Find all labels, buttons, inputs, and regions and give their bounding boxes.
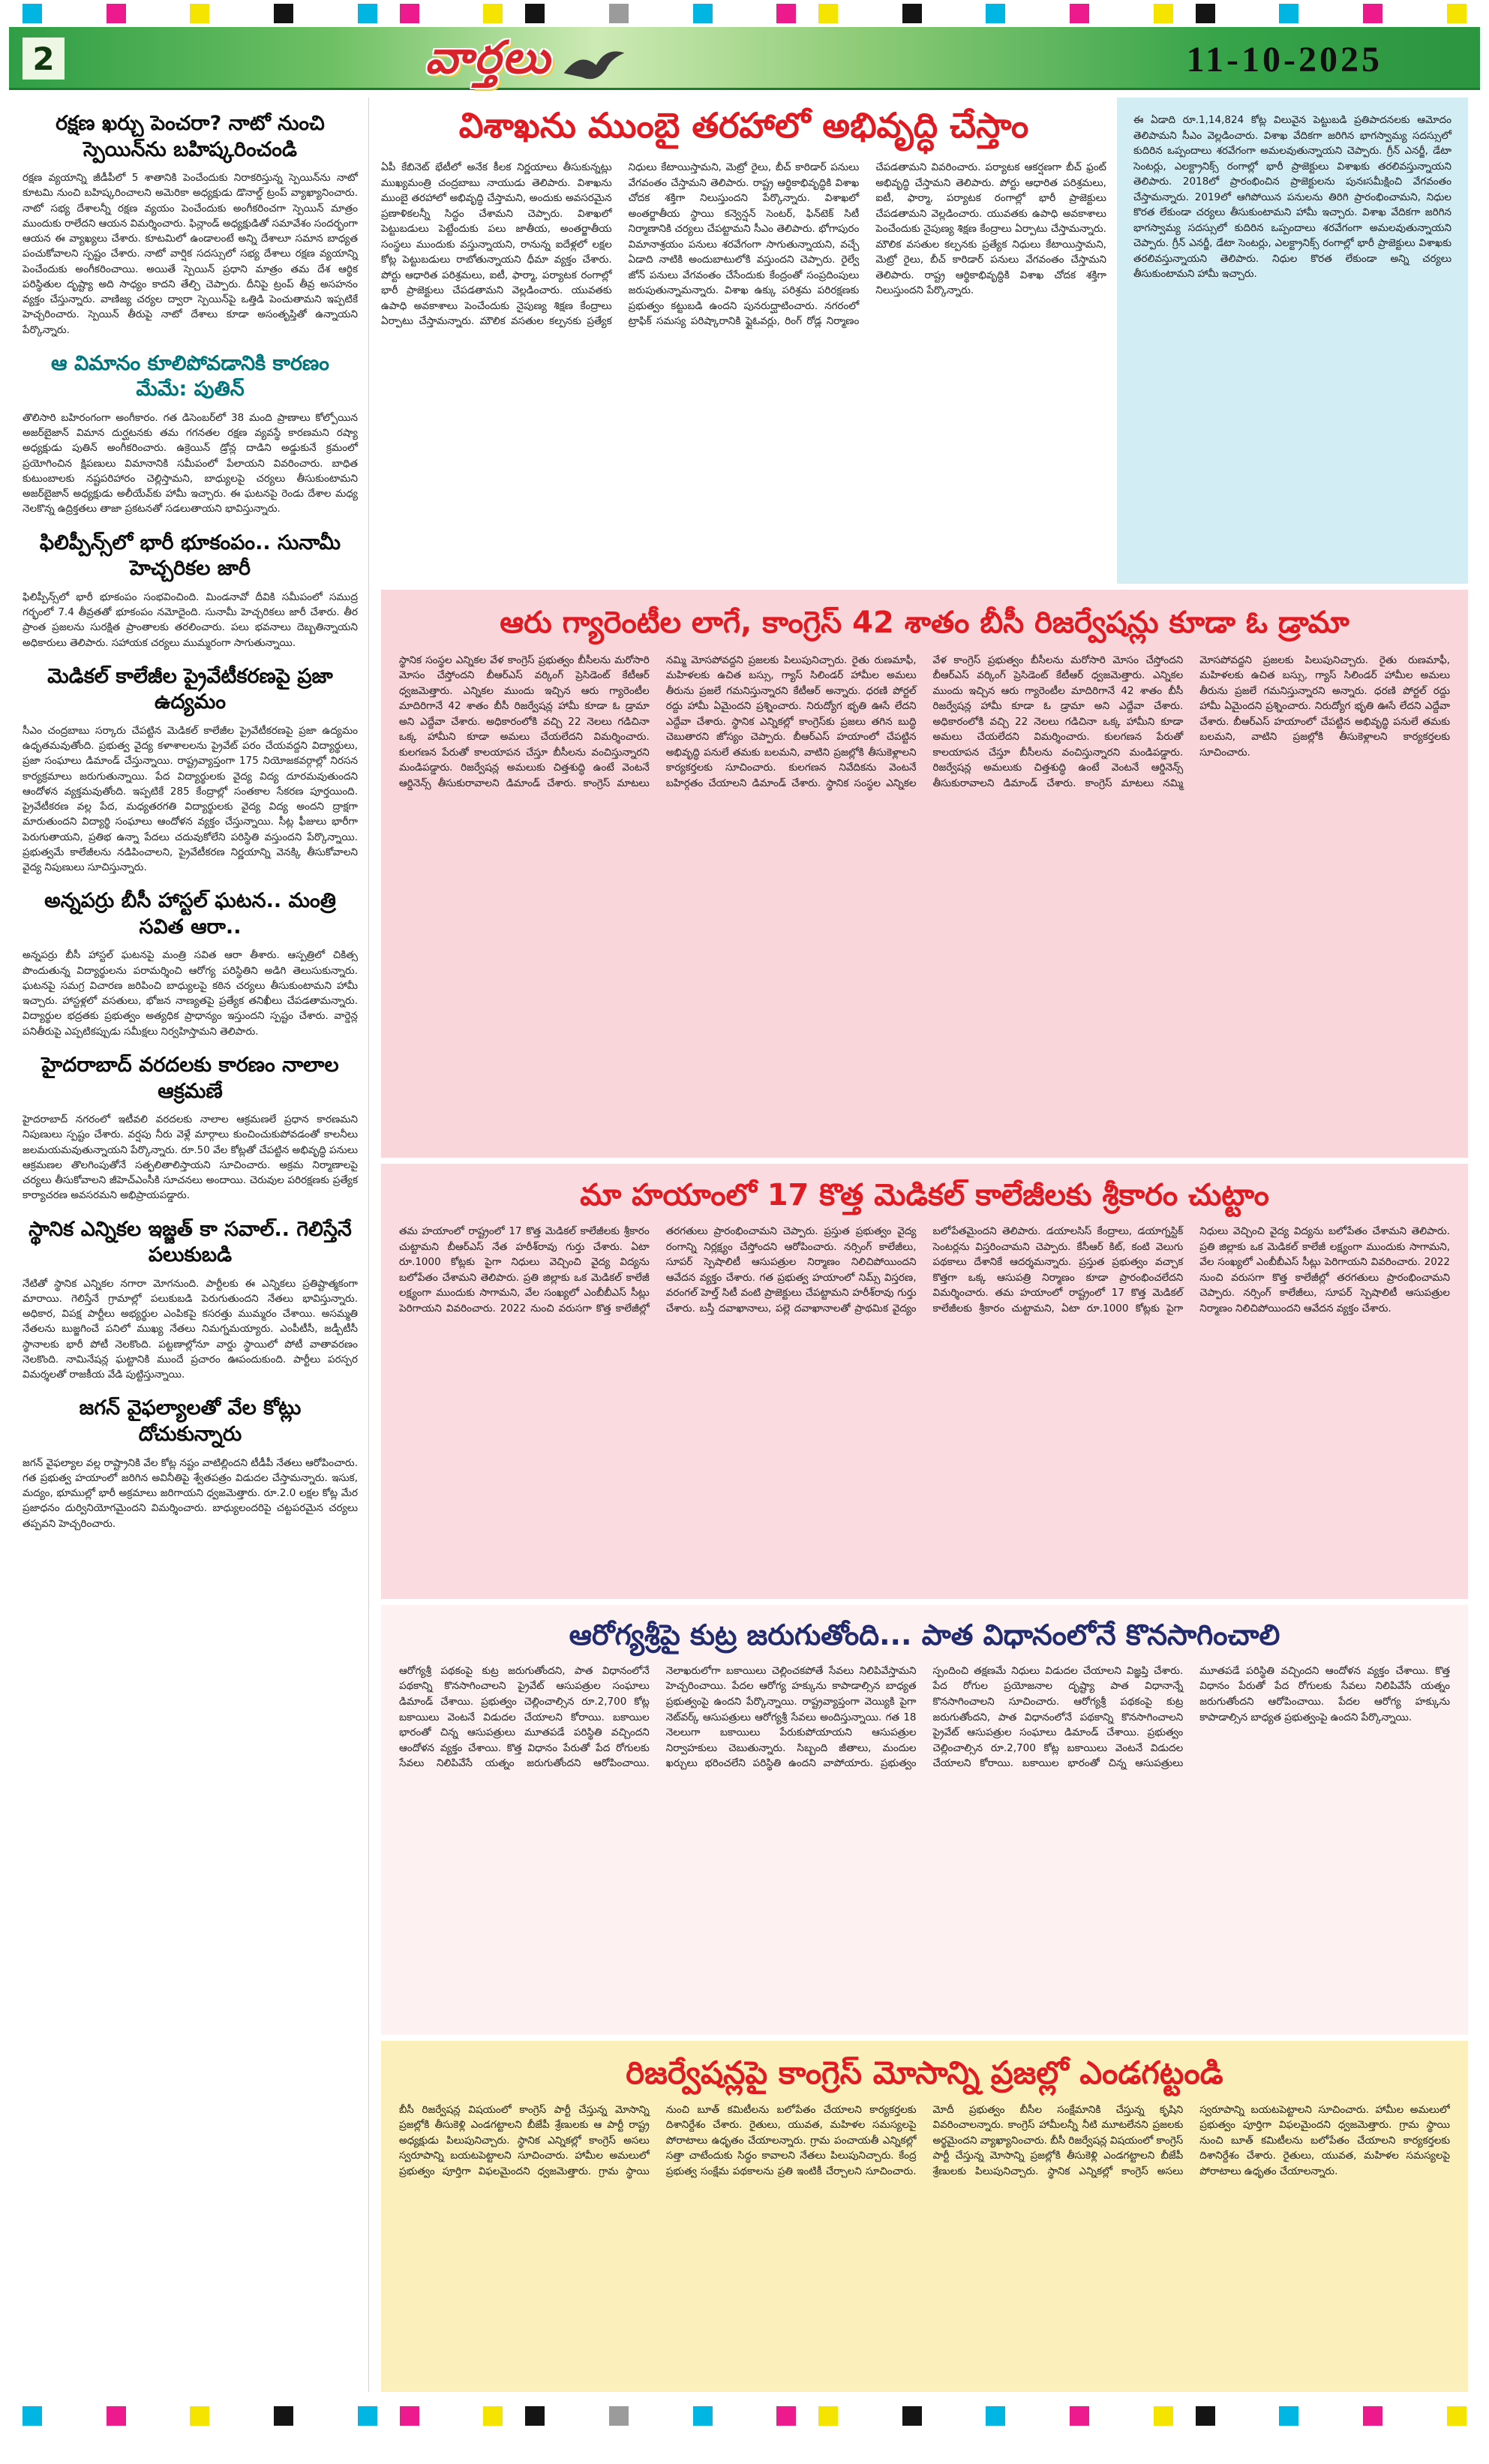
article-vizag-development [381,98,1468,584]
registration-mark [693,4,713,23]
sidebar-body: ఈ ఏడాది రూ.1,14,824 కోట్ల విలువైన పెట్టుబడి ప్రతిపాదనలకు ఆమోదం తెలిపామని సీఎం వెల్లడించారు. విశాఖ వేదికగా జరిగిన భాగస్వామ్య సదస్సులో కుదిరిన ఒప్పందాలు శరవేగంగా అమలవుతున్నాయని చెప్పారు. గ్రీన్ ఎనర్జీ, డేటా సెంటర్లు, ఎలక్ట్రానిక్స్ రంగాల్లో భారీ ప్రాజెక్టులు విశాఖకు తరలివస్తున్నాయని తెలిపారు. 2018లో ప్రారంభించిన ప్రాజెక్టులను పునఃసమీక్షించి వేగవంతం చేస్తామన్నారు. 2019లో ఆగిపోయిన పనులను తిరిగి ప్రారంభించామని, నిధుల కొరత లేకుండా చర్యలు తీసుకుంటామని హామీ ఇచ్చారు. విశాఖ వేదికగా జరిగిన భాగస్వామ్య సదస్సులో కుదిరిన ఒప్పందాలు శరవేగంగా అమలవుతున్నాయని చెప్పారు. గ్రీన్ ఎనర్జీ, డేటా సెంటర్లు, ఎలక్ట్రానిక్స్ రంగాల్లో భారీ ప్రాజెక్టులు విశాఖకు తరలివస్తున్నాయని తెలిపారు. నిధుల కొరత లేకుండా అన్ని చర్యలు తీసుకుంటామని హామీ ఇచ్చారు. [1133,114,1451,281]
registration-mark [818,2406,838,2426]
registration-mark [23,4,42,23]
masthead-bird-icon [562,43,626,83]
registration-mark [358,2406,377,2426]
registration-mark [818,4,838,23]
registration-mark [107,2406,126,2426]
article-body: హైదరాబాద్ నగరంలో ఇటీవలి వరదలకు నాలాల ఆక్రమణలే ప్రధాన కారణమని నిపుణులు స్పష్టం చేశారు. వర్షపు నీరు వెళ్లే మార్గాలు కుంచించుకుపోవడంతో కాలనీలు జలమయమవుతున్నాయని పేర్కొన్నారు. రూ.50 వేల కోట్లతో చేపట్టిన అభివృద్ధి పనులు ఆక్రమణల తొలగింపుతోనే సత్ఫలితాలిస్తాయని సూచించారు. అక్రమ నిర్మాణాలపై చర్యలు తీసుకోవాలని జీహెచ్ఎంసీకి సూచనలు అందాయి. చెరువుల పరిరక్షణకు ప్రత్యేక కార్యాచరణ అవసరమని అభిప్రాయపడ్డారు. [23,1113,358,1202]
registration-mark [274,4,293,23]
article-medical-colleges-17 [381,1164,1468,1599]
registration-mark [986,4,1005,23]
registration-mark [1279,4,1298,23]
article-headline: రిజర్వేషన్లపై కాంగ్రెస్ మోసాన్ని ప్రజల్లో ఎండగట్టండి [626,2054,1223,2091]
article-expose-congress-reservations [381,2041,1468,2393]
registration-mark [107,4,126,23]
registration-mark [776,2406,796,2426]
article-body: తొలిసారి బహిరంగంగా అంగీకారం. గత డిసెంబర్‌లో 38 మంది ప్రాణాలు కోల్పోయిన అజర్‌బైజాన్ విమాన దుర్ఘటనకు తమ గగనతల రక్షణ వ్యవస్థే కారణమని రష్యా అధ్యక్షుడు పుతిన్ అంగీకరించారు. ఉక్రెయిన్ డ్రోన్ల దాడిని అడ్డుకునే క్రమంలో ప్రయోగించిన క్షిపణులు విమానానికి సమీపంలో పేలాయని వివరించారు. బాధిత కుటుంబాలకు నష్టపరిహారం చెల్లిస్తామని, బాధ్యులపై చర్యలు తీసుకుంటామని అజర్‌బైజాన్ అధ్యక్షుడు అలీయేవ్‌కు హామీ ఇచ్చారు. ఈ ఘటనపై రెండు దేశాల మధ్య నెలకొన్న ఉద్రిక్తతలు తాజా ప్రకటనతో సడలుతాయని భావిస్తున్నారు. [23,411,358,515]
registration-mark [483,2406,503,2426]
article-body: సీఎం చంద్రబాబు సర్కారు చేపట్టిన మెడికల్ కాలేజీల ప్రైవేటీకరణపై ప్రజా ఉద్యమం ఉధృతమవుతోంది. ప్రభుత్వ వైద్య కళాశాలలను ప్రైవేట్ పరం చేయవద్దని విద్యార్థులు, ప్రజా సంఘాలు డిమాండ్ చేస్తున్నాయి. రాష్ట్రవ్యాప్తంగా 175 నియోజకవర్గాల్లో నిరసన కార్యక్రమాలు జరుగుతున్నాయి. పేద విద్యార్థులకు వైద్య విద్య దూరమవుతుందని ఆందోళన వ్యక్తమవుతోంది. ఇప్పటికే 285 కేంద్రాల్లో సంతకాల సేకరణ పూర్తయింది. ప్రైవేటీకరణ వల్ల పేద, మధ్యతరగతి విద్యార్థులకు వైద్య విద్య అందని ద్రాక్షగా మారుతుందని విద్యార్థి సంఘాలు ఆందోళన వ్యక్తం చేస్తున్నాయి. సీట్ల ఫీజులు భారీగా పెరుగుతాయని, ప్రతిభ ఉన్నా పేదలు చదువుకోలేని పరిస్థితి వస్తుందని పేర్కొన్నాయి. ప్రభుత్వమే కాలేజీలను నడిపించాలని, ప్రైవేటీకరణ నిర్ణయాన్ని వెనక్కి తీసుకోవాలని వైద్య నిపుణులు సూచిస్తున్నారు. [23,724,358,874]
registration-mark [1070,2406,1089,2426]
article-body: ఆరోగ్యశ్రీ పథకంపై కుట్ర జరుగుతోందని, పాత విధానంలోనే పథకాన్ని కొనసాగించాలని ప్రైవేట్ ఆసుపత్రుల సంఘాలు డిమాండ్ చేశాయి. ప్రభుత్వం చెల్లించాల్సిన రూ.2,700 కోట్ల బకాయిలు వెంటనే విడుదల చేయాలని కోరాయి. బకాయిల భారంతో చిన్న ఆసుపత్రులు మూతపడే పరిస్థితి వచ్చిందని ఆందోళన వ్యక్తం చేశాయి. కొత్త విధానం పేరుతో పేద రోగులకు సేవలు నిలిపివేసే యత్నం జరుగుతోందని ఆరోపించాయి. నెలాఖరులోగా బకాయిలు చెల్లించకపోతే సేవలు నిలిపివేస్తామని హెచ్చరించాయి. పేదల ఆరోగ్య హక్కును కాపాడాల్సిన బాధ్యత ప్రభుత్వంపై ఉందని పేర్కొన్నాయి. రాష్ట్రవ్యాప్తంగా వెయ్యికి పైగా నెట్‌వర్క్ ఆసుపత్రులు ఆరోగ్యశ్రీ సేవలు అందిస్తున్నాయి. గత 18 నెలలుగా బకాయిలు పేరుకుపోయాయని ఆసుపత్రుల నిర్వాహకులు చెబుతున్నారు. సిబ్బంది జీతాలు, మందుల ఖర్చులు భరించలేని పరిస్థితి ఉందని వాపోయారు. ప్రభుత్వం స్పందించి తక్షణమే నిధులు విడుదల చేయాలని విజ్ఞప్తి చేశారు. పేద రోగుల ప్రయోజనాల దృష్ట్యా పాత విధానాన్నే కొనసాగించాలని సూచించారు. ఆరోగ్యశ్రీ పథకంపై కుట్ర జరుగుతోందని, పాత విధానంలోనే పథకాన్ని కొనసాగించాలని ప్రైవేట్ ఆసుపత్రుల సంఘాలు డిమాండ్ చేశాయి. ప్రభుత్వం చెల్లించాల్సిన రూ.2,700 కోట్ల బకాయిలు వెంటనే విడుదల చేయాలని కోరాయి. బకాయిల భారంతో చిన్న ఆసుపత్రులు మూతపడే పరిస్థితి వచ్చిందని ఆందోళన వ్యక్తం చేశాయి. కొత్త విధానం పేరుతో పేద రోగులకు సేవలు నిలిపివేసే యత్నం జరుగుతోందని ఆరోపించాయి. పేదల ఆరోగ్య హక్కును కాపాడాల్సిన బాధ్యత ప్రభుత్వంపై ఉందని పేర్కొన్నాయి. [399,1664,1450,1770]
article-philippines-earthquake-tsunami [23,530,358,651]
article-medical-college-privatisation-protest [23,664,358,876]
article-headline: ఫిలిప్పీన్స్‌లో భారీ భూకంపం.. సునామీ హెచ్చరికల జారీ [39,530,341,581]
article-body: అన్నపర్రు బీసీ హాస్టల్ ఘటనపై మంత్రి సవిత ఆరా తీశారు. ఆస్పత్రిలో చికిత్స పొందుతున్న విద్యార్థులను పరామర్శించి ఆరోగ్య పరిస్థితిని అడిగి తెలుసుకున్నారు. ఘటనపై సమగ్ర విచారణ జరిపించి బాధ్యులపై కఠిన చర్యలు తీసుకుంటామని హామీ ఇచ్చారు. హాస్టళ్లలో వసతులు, భోజన నాణ్యతపై ప్రత్యేక తనిఖీలు చేపడతామన్నారు. విద్యార్థుల భద్రతకు ప్రభుత్వం అత్యధిక ప్రాధాన్యం ఇస్తుందని స్పష్టం చేశారు. వార్డెన్ల పనితీరుపై ఎప్పటికప్పుడు సమీక్షలు నిర్వహిస్తామని తెలిపారు. [23,949,358,1038]
registration-mark [1196,4,1215,23]
article-vizag-sidebar [1117,98,1468,584]
registration-mark [1154,4,1173,23]
registration-mark [400,2406,419,2426]
article-headline: ఆరోగ్యశ్రీపై కుట్ర జరుగుతోంది... పాత విధానంలోనే కొనసాగించాలి [569,1618,1280,1652]
page-header [9,27,1480,90]
edition-date: 11-10-2025 [1186,40,1382,80]
registration-mark [525,2406,545,2426]
article-headline: జగన్ వైఫల్యాలతో వేల కోట్లు దోచుకున్నారు [79,1396,302,1446]
registration-mark [525,4,545,23]
article-aarogyasri-conspiracy [381,1605,1468,2034]
registration-mark [1447,4,1466,23]
article-body: నేటితో స్థానిక ఎన్నికల నగారా మోగనుంది. పార్టీలకు ఈ ఎన్నికలు ప్రతిష్టాత్మకంగా మారాయి. గెలిస్తేనే గ్రామాల్లో పలుకుబడి పెరుగుతుందని నేతలు భావిస్తున్నారు. అధికార, విపక్ష పార్టీలు అభ్యర్థుల ఎంపికపై కసరత్తు ముమ్మరం చేశాయి. అసమ్మతి నేతలను బుజ్జగించే పనిలో ముఖ్య నేతలు నిమగ్నమయ్యారు. ఎంపీటీసీ, జడ్పీటీసీ స్థానాలకు భారీ పోటీ నెలకొంది. పట్టణాల్లోనూ వార్డు స్థాయిలో పోటీ వాతావరణం నెలకొంది. నామినేషన్ల ఘట్టానికి ముందే ప్రచారం ఊపందుకుంది. పార్టీలు పరస్పర విమర్శలతో రాజకీయ వేడి పుట్టిస్తున్నాయి. [23,1277,358,1381]
registration-mark [358,4,377,23]
article-headline: ఆ విమానం కూలిపోవడానికి కారణం మేమే: పుతిన్ [51,351,329,401]
registration-mark [1363,2406,1382,2426]
article-headline: స్థానిక ఎన్నికల ఇజ్జత్ కా సవాల్.. గెలిస్తేనే పలుకుబడి [29,1217,352,1267]
article-hyderabad-floods-encroachment [23,1053,358,1203]
registration-mark [190,4,209,23]
registration-mark [609,4,629,23]
newspaper-masthead [425,32,626,95]
masthead-title: వార్తలు [425,32,551,84]
article-headline: మెడికల్ కాలేజీల ప్రైవేటీకరణపై ప్రజా ఉద్యమం [47,664,333,714]
registration-mark [483,4,503,23]
article-headline: విశాఖను ముంబై తరహాలో అభివృద్ధి చేస్తాం [458,105,1029,146]
article-body: స్థానిక సంస్థల ఎన్నికల వేళ కాంగ్రెస్ ప్రభుత్వం బీసీలను మరోసారి మోసం చేస్తోందని బీఆర్ఎస్ వర్కింగ్ ప్రెసిడెంట్ కేటీఆర్ ధ్వజమెత్తారు. ఎన్నికల ముందు ఇచ్చిన ఆరు గ్యారెంటీల మాదిరిగానే 42 శాతం బీసీ రిజర్వేషన్ల హామీ కూడా ఓ డ్రామా అని ఎద్దేవా చేశారు. అధికారంలోకి వచ్చి 22 నెలలు గడిచినా ఒక్క హామీని కూడా అమలు చేయలేదని విమర్శించారు. కులగణన పేరుతో కాలయాపన చేస్తూ బీసీలను వంచిస్తున్నారని మండిపడ్డారు. రిజర్వేషన్ల అమలుకు చిత్తశుద్ధి ఉంటే వెంటనే ఆర్డినెన్స్ తీసుకురావాలని డిమాండ్ చేశారు. కాంగ్రెస్ మాటలు నమ్మి మోసపోవద్దని ప్రజలకు పిలుపునిచ్చారు. రైతు రుణమాఫీ, మహిళలకు ఉచిత బస్సు, గ్యాస్ సిలిండర్ హామీల అమలు తీరును ప్రజలే గమనిస్తున్నారని కేటీఆర్ అన్నారు. ధరణి పోర్టల్ రద్దు హామీ ఏమైందని ప్రశ్నించారు. నిరుద్యోగ భృతి ఊసే లేదని ఎద్దేవా చేశారు. స్థానిక ఎన్నికల్లో కాంగ్రెస్‌కు ప్రజలు తగిన బుద్ధి చెబుతారని జోస్యం చెప్పారు. బీఆర్ఎస్ హయాంలో చేపట్టిన అభివృద్ధి పనులే తమకు బలమని, వాటిని ప్రజల్లోకి తీసుకెళ్లాలని కార్యకర్తలకు సూచించారు. కులగణన నివేదికను వెంటనే బహిర్గతం చేయాలని డిమాండ్ చేశారు. స్థానిక సంస్థల ఎన్నికల వేళ కాంగ్రెస్ ప్రభుత్వం బీసీలను మరోసారి మోసం చేస్తోందని బీఆర్ఎస్ వర్కింగ్ ప్రెసిడెంట్ కేటీఆర్ ధ్వజమెత్తారు. ఎన్నికల ముందు ఇచ్చిన ఆరు గ్యారెంటీల మాదిరిగానే 42 శాతం బీసీ రిజర్వేషన్ల హామీ కూడా ఓ డ్రామా అని ఎద్దేవా చేశారు. అధికారంలోకి వచ్చి 22 నెలలు గడిచినా ఒక్క హామీని కూడా అమలు చేయలేదని విమర్శించారు. కులగణన పేరుతో కాలయాపన చేస్తూ బీసీలను వంచిస్తున్నారని మండిపడ్డారు. రిజర్వేషన్ల అమలుకు చిత్తశుద్ధి ఉంటే వెంటనే ఆర్డినెన్స్ తీసుకురావాలని డిమాండ్ చేశారు. కాంగ్రెస్ మాటలు నమ్మి మోసపోవద్దని ప్రజలకు పిలుపునిచ్చారు. రైతు రుణమాఫీ, మహిళలకు ఉచిత బస్సు, గ్యాస్ సిలిండర్ హామీల అమలు తీరును ప్రజలే గమనిస్తున్నారని అన్నారు. ధరణి పోర్టల్ రద్దు హామీ ఏమైందని ప్రశ్నించారు. నిరుద్యోగ భృతి ఊసే లేదని ఎద్దేవా చేశారు. బీఆర్ఎస్ హయాంలో చేపట్టిన అభివృద్ధి పనులే తమకు బలమని, వాటిని ప్రజల్లోకి తీసుకెళ్లాలని కార్యకర్తలకు సూచించారు. [399,654,1450,789]
article-headline: రక్షణ ఖర్చు పెంచరా? నాటో నుంచి స్పెయిన్‌ను బహిష్కరించండి [56,112,325,161]
article-bc-reservations-drama [381,590,1468,1158]
left-news-column [23,98,369,2392]
article-body: ఫిలిప్పీన్స్‌లో భారీ భూకంపం సంభవించింది. మిండనావో దీవికి సమీపంలో సముద్ర గర్భంలో 7.4 తీవ్రతతో భూకంపం నమోదైంది. సునామీ హెచ్చరికలు జారీ చేశారు. తీర ప్రాంత ప్రజలను సురక్షిత ప్రాంతాలకు తరలించారు. పలు భవనాలు దెబ్బతిన్నాయని అధికారులు తెలిపారు. సహాయక చర్యలు ముమ్మరంగా సాగుతున్నాయి. [23,590,358,649]
registration-mark [693,2406,713,2426]
registration-bar-top [23,3,1466,24]
article-body: బీసీ రిజర్వేషన్ల విషయంలో కాంగ్రెస్ పార్టీ చేస్తున్న మోసాన్ని ప్రజల్లోకి తీసుకెళ్లి ఎండగట్టాలని బీజేపీ శ్రేణులకు ఆ పార్టీ రాష్ట్ర అధ్యక్షుడు పిలుపునిచ్చారు. స్థానిక ఎన్నికల్లో కాంగ్రెస్ అసలు స్వరూపాన్ని బయటపెట్టాలని సూచించారు. హామీల అమలులో ప్రభుత్వం పూర్తిగా విఫలమైందని ధ్వజమెత్తారు. గ్రామ స్థాయి నుంచి బూత్ కమిటీలను బలోపేతం చేయాలని కార్యకర్తలకు దిశానిర్దేశం చేశారు. రైతులు, యువత, మహిళల సమస్యలపై పోరాటాలు ఉధృతం చేయాలన్నారు. గ్రామ పంచాయతీ ఎన్నికల్లో సత్తా చాటేందుకు సిద్ధం కావాలని నేతలు పిలుపునిచ్చారు. కేంద్ర ప్రభుత్వ సంక్షేమ పథకాలను ప్రతి ఇంటికీ చేర్చాలని సూచించారు. మోదీ ప్రభుత్వం బీసీల సంక్షేమానికి చేస్తున్న కృషిని వివరించాలన్నారు. కాంగ్రెస్ హామీలన్నీ నీటి మూటలేనని ప్రజలకు అర్థమైందని వ్యాఖ్యానించారు. బీసీ రిజర్వేషన్ల విషయంలో కాంగ్రెస్ పార్టీ చేస్తున్న మోసాన్ని ప్రజల్లోకి తీసుకెళ్లి ఎండగట్టాలని బీజేపీ శ్రేణులకు పిలుపునిచ్చారు. స్థానిక ఎన్నికల్లో కాంగ్రెస్ అసలు స్వరూపాన్ని బయటపెట్టాలని సూచించారు. హామీల అమలులో ప్రభుత్వం పూర్తిగా విఫలమైందని ధ్వజమెత్తారు. గ్రామ స్థాయి నుంచి బూత్ కమిటీలను బలోపేతం చేయాలని కార్యకర్తలకు దిశానిర్దేశం చేశారు. రైతులు, యువత, మహిళల సమస్యలపై పోరాటాలు ఉధృతం చేయాలన్నారు. [399,2103,1450,2177]
page-content [23,98,1468,2392]
registration-mark [23,2406,42,2426]
registration-mark [1070,4,1089,23]
article-jagan-failures [23,1396,358,1531]
article-nato-spain [23,111,358,338]
registration-mark [902,4,922,23]
article-headline: అన్నపర్రు బీసీ హాస్టల్ ఘటన.. మంత్రి సవిత ఆరా.. [44,889,336,939]
registration-mark [400,4,419,23]
article-headline: మా హయాంలో 17 కొత్త మెడికల్ కాలేజీలకు శ్రీకారం చుట్టాం [580,1178,1269,1213]
article-body: రక్షణ వ్యయాన్ని జీడీపీలో 5 శాతానికి పెంచేందుకు నిరాకరిస్తున్న స్పెయిన్‌ను నాటో కూటమి నుంచి బహిష్కరించాలని అమెరికా అధ్యక్షుడు డొనాల్డ్ ట్రంప్ వ్యాఖ్యానించారు. నాటో సభ్య దేశాలన్నీ రక్షణ వ్యయం పెంచేందుకు అంగీకరించగా స్పెయిన్ మాత్రం ముందుకు రాలేదని ఆయన విమర్శించారు. ఫిన్లాండ్ అధ్యక్షుడితో సమావేశం సందర్భంగా ఆయన ఈ వ్యాఖ్యలు చేశారు. కూటమిలో ఉండాలంటే అన్ని దేశాలూ సమాన బాధ్యత పంచుకోవాలని స్పష్టం చేశారు. నాటో వార్షిక సదస్సులో సభ్య దేశాలు రక్షణ వ్యయాన్ని పెంచేందుకు అంగీకరించాయి. అయితే స్పెయిన్ ప్రధాని మాత్రం తమ దేశ ఆర్థిక పరిస్థితుల దృష్ట్యా అది సాధ్యం కాదని తేల్చి చెప్పారు. దీనిపై ట్రంప్ తీవ్ర అసహనం వ్యక్తం చేస్తున్నారు. వాణిజ్య చర్యల ద్వారా స్పెయిన్‌పై ఒత్తిడి పెంచుతామని ఇప్పటికే హెచ్చరించారు. స్పెయిన్ తీరుపై నాటో దేశాలు కూడా అసంతృప్తితో ఉన్నాయని పేర్కొన్నారు. [23,172,358,336]
registration-mark [776,4,796,23]
article-bc-hostel-incident [23,888,358,1039]
article-body: ఏపీ కేబినెట్ భేటీలో అనేక కీలక నిర్ణయాలు తీసుకున్నట్లు ముఖ్యమంత్రి చంద్రబాబు నాయుడు తెలిపారు. విశాఖను ముంబై తరహాలో అభివృద్ధి చేస్తామని, అందుకు అవసరమైన ప్రణాళికలన్నీ సిద్ధం చేశామని చెప్పారు. విశాఖలో పెట్టుబడులు పెట్టేందుకు పలు జాతీయ, అంతర్జాతీయ సంస్థలు ముందుకు వస్తున్నాయని, రానున్న ఐదేళ్లలో లక్షల కోట్ల పెట్టుబడులు రాబోతున్నాయని ధీమా వ్యక్తం చేశారు. పోర్టు ఆధారిత పరిశ్రమలు, ఐటీ, ఫార్మా, పర్యాటక రంగాల్లో భారీ ప్రాజెక్టులు చేపడతామని వెల్లడించారు. యువతకు ఉపాధి అవకాశాలు పెంచేందుకు నైపుణ్య శిక్షణ కేంద్రాలు ఏర్పాటు చేస్తామన్నారు. మౌలిక వసతుల కల్పనకు ప్రత్యేక నిధులు కేటాయిస్తామని, మెట్రో రైలు, బీచ్ కారిడార్ పనులు వేగవంతం చేస్తామని తెలిపారు. రాష్ట్ర ఆర్థికాభివృద్ధికి విశాఖ చోదక శక్తిగా నిలుస్తుందని పేర్కొన్నారు. విశాఖలో అంతర్జాతీయ స్థాయి కన్వెన్షన్ సెంటర్, ఫిన్‌టెక్ సిటీ నిర్మాణానికి చర్యలు చేపట్టామని సీఎం తెలిపారు. భోగాపురం విమానాశ్రయం పనులు శరవేగంగా సాగుతున్నాయని, వచ్చే ఏడాది నాటికి అందుబాటులోకి వస్తుందని చెప్పారు. రైల్వే జోన్ పనులు వేగవంతం చేసేందుకు కేంద్రంతో సంప్రదింపులు జరుపుతున్నామన్నారు. విశాఖ ఉక్కు పరిశ్రమ పరిరక్షణకు ప్రభుత్వం కట్టుబడి ఉందని పునరుద్ఘాటించారు. నగరంలో ట్రాఫిక్ సమస్య పరిష్కారానికి ఫ్లైఓవర్లు, రింగ్ రోడ్ల నిర్మాణం చేపడతామని వివరించారు. పర్యాటక ఆకర్షణగా బీచ్ ఫ్రంట్ అభివృద్ధి చేస్తామని తెలిపారు. పోర్టు ఆధారిత పరిశ్రమలు, ఐటీ, ఫార్మా, పర్యాటక రంగాల్లో భారీ ప్రాజెక్టులు చేపడతామని వెల్లడించారు. యువతకు ఉపాధి అవకాశాలు పెంచేందుకు నైపుణ్య శిక్షణ కేంద్రాలు ఏర్పాటు చేస్తామన్నారు. మౌలిక వసతుల కల్పనకు ప్రత్యేక నిధులు కేటాయిస్తామని, మెట్రో రైలు, బీచ్ కారిడార్ పనులు వేగవంతం చేస్తామని తెలిపారు. రాష్ట్ర ఆర్థికాభివృద్ధికి విశాఖ చోదక శక్తిగా నిలుస్తుందని పేర్కొన్నారు. [381,161,1106,328]
registration-bar-bottom [23,2405,1466,2426]
article-headline: ఆరు గ్యారెంటీల లాగే, కాంగ్రెస్ 42 శాతం బీసీ రిజర్వేషన్లు కూడా ఓ డ్రామా [500,605,1349,640]
registration-mark [274,2406,293,2426]
main-news-column [381,98,1468,2392]
registration-mark [1447,2406,1466,2426]
registration-mark [190,2406,209,2426]
registration-mark [1196,2406,1215,2426]
page-number: 2 [23,38,65,80]
article-body: జగన్ వైఫల్యాల వల్ల రాష్ట్రానికి వేల కోట్ల నష్టం వాటిల్లిందని టీడీపీ నేతలు ఆరోపించారు. గత ప్రభుత్వ హయాంలో జరిగిన అవినీతిపై శ్వేతపత్రం విడుదల చేస్తామన్నారు. ఇసుక, మద్యం, భూముల్లో భారీ అక్రమాలు జరిగాయని ధ్వజమెత్తారు. రూ.2.0 లక్షల కోట్ల మేర ప్రజాధనం దుర్వినియోగమైందని విమర్శించారు. బాధ్యులందరిపై చట్టపరమైన చర్యలు తప్పవని హెచ్చరించారు. [23,1456,358,1530]
registration-mark [902,2406,922,2426]
article-putin-plane-crash [23,351,358,517]
article-local-elections-prestige [23,1217,358,1383]
registration-mark [1363,4,1382,23]
article-vizag-main [381,98,1106,584]
registration-mark [986,2406,1005,2426]
article-body: తమ హయాంలో రాష్ట్రంలో 17 కొత్త మెడికల్ కాలేజీలకు శ్రీకారం చుట్టామని బీఆర్ఎస్ నేత హరీశ్‌రావు గుర్తు చేశారు. ఏటా రూ.1000 కోట్లకు పైగా నిధులు వెచ్చించి వైద్య విద్యను బలోపేతం చేశామని తెలిపారు. ప్రతి జిల్లాకు ఒక మెడికల్ కాలేజీ లక్ష్యంగా ముందుకు సాగామని, వేల సంఖ్యలో ఎంబీబీఎస్ సీట్లు పెరిగాయని వివరించారు. 2022 నుంచి వరుసగా కొత్త కాలేజీల్లో తరగతులు ప్రారంభించామని చెప్పారు. ప్రస్తుత ప్రభుత్వం వైద్య రంగాన్ని నిర్లక్ష్యం చేస్తోందని ఆరోపించారు. నర్సింగ్ కాలేజీలు, సూపర్ స్పెషాలిటీ ఆసుపత్రుల నిర్మాణం నిలిచిపోయిందని ఆవేదన వ్యక్తం చేశారు. గత ప్రభుత్వ హయాంలో నిమ్స్ విస్తరణ, వరంగల్ హెల్త్ సిటీ వంటి ప్రాజెక్టులు చేపట్టామని హరీశ్‌రావు గుర్తు చేశారు. బస్తీ దవాఖానాలు, పల్లె దవాఖానాలతో ప్రాథమిక వైద్యం బలోపేతమైందని తెలిపారు. డయాలసిస్ కేంద్రాలు, డయాగ్నస్టిక్ సెంటర్లను విస్తరించామని చెప్పారు. కేసీఆర్ కిట్, కంటి వెలుగు పథకాలు దేశానికే ఆదర్శమన్నారు. ప్రస్తుత ప్రభుత్వం వచ్చాక కొత్తగా ఒక్క ఆసుపత్రి నిర్మాణం కూడా ప్రారంభించలేదని విమర్శించారు. తమ హయాంలో రాష్ట్రంలో 17 కొత్త మెడికల్ కాలేజీలకు శ్రీకారం చుట్టామని, ఏటా రూ.1000 కోట్లకు పైగా నిధులు వెచ్చించి వైద్య విద్యను బలోపేతం చేశామని తెలిపారు. ప్రతి జిల్లాకు ఒక మెడికల్ కాలేజీ లక్ష్యంగా ముందుకు సాగామని, వేల సంఖ్యలో ఎంబీబీఎస్ సీట్లు పెరిగాయని వివరించారు. 2022 నుంచి వరుసగా కొత్త కాలేజీల్లో తరగతులు ప్రారంభించామని చెప్పారు. నర్సింగ్ కాలేజీలు, సూపర్ స్పెషాలిటీ ఆసుపత్రుల నిర్మాణం నిలిచిపోయిందని ఆవేదన వ్యక్తం చేశారు. [399,1225,1450,1315]
registration-mark [609,2406,629,2426]
registration-mark [1279,2406,1298,2426]
registration-mark [1154,2406,1173,2426]
article-headline: హైదరాబాద్ వరదలకు కారణం నాలాల ఆక్రమణే [41,1053,339,1103]
